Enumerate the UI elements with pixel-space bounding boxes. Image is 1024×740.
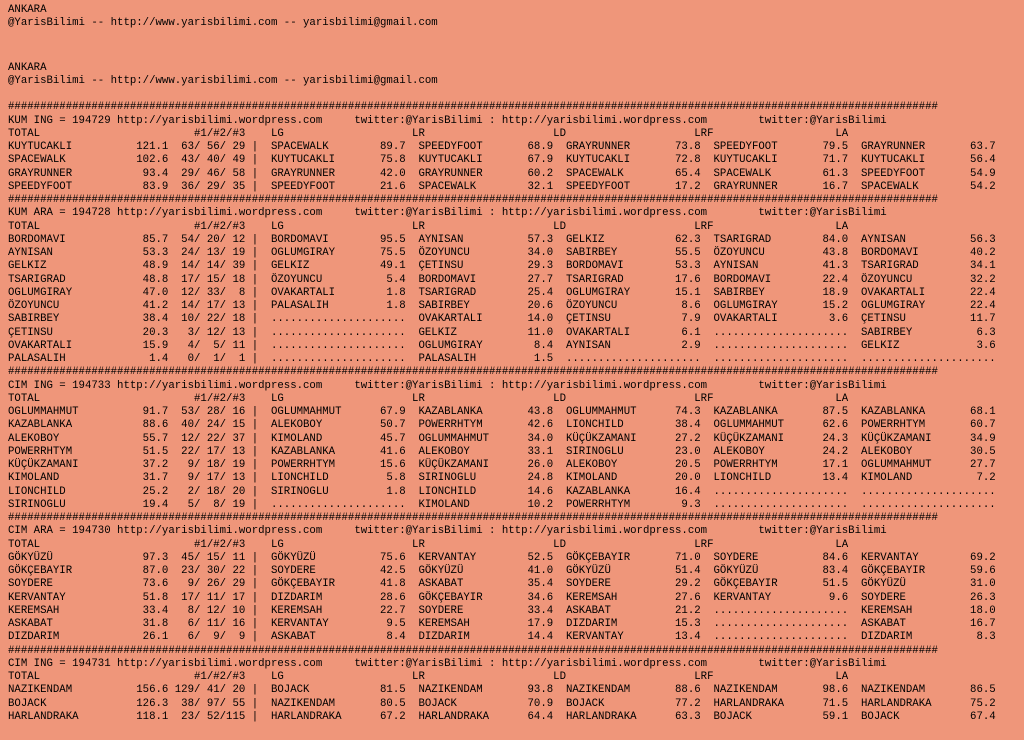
spacer bbox=[0, 31, 1024, 58]
header-block: ANKARA @YarisBilimi -- http://www.yarisbilimi.com -- yarisbilimi@gmail.com bbox=[8, 4, 438, 30]
race-results-report: ANKARA @YarisBilimi -- http://www.yarisbilimi.com -- yarisbilimi@gmail.com ################################################################################################################################################# KUM ING = 194729 http://yarisbilimi.wordpress.com twitter:@YarisBilimi : http://yarisbilimi.wordpress.com twitter:@YarisBilimi TOTAL #1/#2/#3 LG LR LD LRF LA KUYTUCAKLI 121.1 63/ 56/ 29 | SPACEWALK 89.7 SPEEDYFOOT 68.9 GRAYRUNNER 73.8 SPEEDYFOOT 79.5 GRAYRUNNER 63.7 SPACEWALK 102.6 43/ 40/ 49 | KUYTUCAKLI 75.8 KUYTUCAKLI 67.9 KUYTUCAKLI 72.8 KUYTUCAKLI 71.7 KUYTUCAKLI 56.4 GRAYRUNNER 93.4 29/ 46/ 58 | GRAYRUNNER 42.0 GRAYRUNNER 60.2 SPACEWALK 65.4 SPACEWALK 61.3 SPEEDYFOOT 54.9 SPEEDYFOOT 83.9 36/ 29/ 35 | SPEEDYFOOT 21.6 SPACEWALK 32.1 SPEEDYFOOT 17.2 GRAYRUNNER 16.7 SPACEWALK 54.2 ################################################################################################################################################# KUM ARA = 194728 http://yarisbilimi.wordpress.com twitter:@YarisBilimi : http://yarisbilimi.wordpress.com twitter:@YarisBilimi TOTAL #1/#2/#3 LG LR LD LRF LA BORDOMAVI 85.7 54/ 20/ 12 | BORDOMAVI 95.5 AYNISAN 57.3 GELKIZ 62.3 TSARIGRAD 84.0 AYNISAN 56.3 AYNISAN 53.3 24/ 13/ 19 | OGLUMGIRAY 75.5 ÖZOYUNCU 34.0 SABIRBEY 55.5 ÖZOYUNCU 43.8 BORDOMAVI 40.2 GELKIZ 48.9 14/ 14/ 39 | GELKIZ 49.1 ÇETINSU 29.3 BORDOMAVI 53.3 AYNISAN 41.3 TSARIGRAD 34.1 TSARIGRAD 48.8 17/ 15/ 18 | ÖZOYUNCU 5.4 BORDOMAVI 27.7 TSARIGRAD 17.6 BORDOMAVI 22.4 ÖZOYUNCU 32.2 OGLUMGIRAY 47.0 12/ 33/ 8 | OVAKARTALI 1.8 TSARIGRAD 25.4 OGLUMGIRAY 15.1 SABIRBEY 18.9 OVAKARTALI 22.4 ÖZOYUNCU 41.2 14/ 17/ 13 | PALASALIH 1.8 SABIRBEY 20.6 ÖZOYUNCU 8.6 OGLUMGIRAY 15.2 OGLUMGIRAY 22.4 SABIRBEY 38.4 10/ 22/ 18 | ..................... OVAKARTALI 14.0 ÇETINSU 7.9 OVAKARTALI 3.6 ÇETINSU 11.7 ÇETINSU 20.3 3/ 12/ 13 | ..................... GELKIZ 11.0 OVAKARTALI 6.1 ..................... SABIRBEY 6.3 OVAKARTALI 15.9 4/ 5/ 11 | ..................... OGLUMGIRAY 8.4 AYNISAN 2.9 ..................... GELKIZ 3.6 PALASALIH 1.4 0/ 1/ 1 | ..................... PALASALIH 1.5 ..................... ..................... ..................... ################################################################################################################################################# CIM ING = 194733 http://yarisbilimi.wordpress.com twitter:@YarisBilimi : http://yarisbilimi.wordpress.com twitter:@YarisBilimi TOTAL #1/#2/#3 LG LR LD LRF LA OGLUMMAHMUT 91.7 53/ 28/ 16 | OGLUMMAHMUT 67.9 KAZABLANKA 43.8 OGLUMMAHMUT 74.3 KAZABLANKA 87.5 KAZABLANKA 68.1 KAZABLANKA 88.6 40/ 24/ 15 | ALEKOBOY 50.7 POWERRHTYM 42.6 LIONCHILD 38.4 OGLUMMAHMUT 62.6 POWERRHTYM 60.7 ALEKOBOY 55.7 12/ 22/ 37 | KIMOLAND 45.7 OGLUMMAHMUT 34.0 KÜÇÜKZAMANI 27.2 KÜÇÜKZAMANI 24.3 KÜÇÜKZAMANI 34.9 POWERRHTYM 51.5 22/ 17/ 13 | KAZABLANKA 41.6 ALEKOBOY 33.1 SIRINOGLU 23.0 ALEKOBOY 24.2 ALEKOBOY 30.5 KÜÇÜKZAMANI 37.2 9/ 18/ 19 | POWERRHTYM 15.6 KÜÇÜKZAMANI 26.0 ALEKOBOY 20.5 POWERRHTYM 17.1 OGLUMMAHMUT 27.7 KIMOLAND 31.7 9/ 17/ 13 | LIONCHILD 5.8 SIRINOGLU 24.8 KIMOLAND 20.0 LIONCHILD 13.4 KIMOLAND 7.2 LIONCHILD 25.2 2/ 18/ 20 | SIRINOGLU 1.8 LIONCHILD 14.6 KAZABLANKA 16.4 ..................... ..................... SIRINOGLU 19.4 5/ 8/ 19 | ..................... KIMOLAND 10.2 POWERRHTYM 9.3 ..................... ..................... ################################################################################################################################################# CIM ARA = 194730 http://yarisbilimi.wordpress.com twitter:@YarisBilimi : http://yarisbilimi.wordpress.com twitter:@YarisBilimi TOTAL #1/#2/#3 LG LR LD LRF LA GÖKYÜZÜ 97.3 45/ 15/ 11 | GÖKYÜZÜ 75.6 KERVANTAY 52.5 GÖKÇEBAYIR 71.0 SOYDERE 84.6 KERVANTAY 69.2 GÖKÇEBAYIR 87.0 23/ 30/ 22 | SOYDERE 42.5 GÖKYÜZÜ 41.0 GÖKYÜZÜ 51.4 GÖKYÜZÜ 83.4 GÖKÇEBAYIR 59.6 SOYDERE 73.6 9/ 26/ 29 | GÖKÇEBAYIR 41.8 ASKABAT 35.4 SOYDERE 29.2 GÖKÇEBAYIR 51.5 GÖKYÜZÜ 31.0 KERVANTAY 51.8 17/ 11/ 17 | DIZDARIM 28.6 GÖKÇEBAYIR 34.6 KEREMSAH 27.6 KERVANTAY 9.6 SOYDERE 26.3 KEREMSAH 33.4 8/ 12/ 10 | KEREMSAH 22.7 SOYDERE 33.4 ASKABAT 21.2 ..................... KEREMSAH 18.0 ASKABAT 31.8 6/ 11/ 16 | KERVANTAY 9.5 KEREMSAH 17.9 DIZDARIM 15.3 ..................... ASKABAT 16.7 DIZDARIM 26.1 6/ 9/ 9 | ASKABAT 8.4 DIZDARIM 14.4 KERVANTAY 13.4 ..................... DIZDARIM 8.3 ################################################################################################################################################# CIM ING = 194731 http://yarisbilimi.wordpress.com twitter:@YarisBilimi : http://yarisbilimi.wordpress.com twitter:@YarisBilimi TOTAL #1/#2/#3 LG LR LD LRF LA NAZIKENDAM 156.6 129/ 41/ 20 | BOJACK 81.5 NAZIKENDAM 93.8 NAZIKENDAM 88.6 NAZIKENDAM 98.6 NAZIKENDAM 86.5 BOJACK 126.3 38/ 97/ 55 | NAZIKENDAM 80.5 BOJACK 70.9 BOJACK 77.2 HARLANDRAKA 71.5 HARLANDRAKA 75.2 HARLANDRAKA 118.1 23/ 52/115 | HARLANDRAKA 67.2 HARLANDRAKA 64.4 HARLANDRAKA 63.3 BOJACK 59.1 BOJACK 67.4 bbox=[8, 61, 996, 723]
